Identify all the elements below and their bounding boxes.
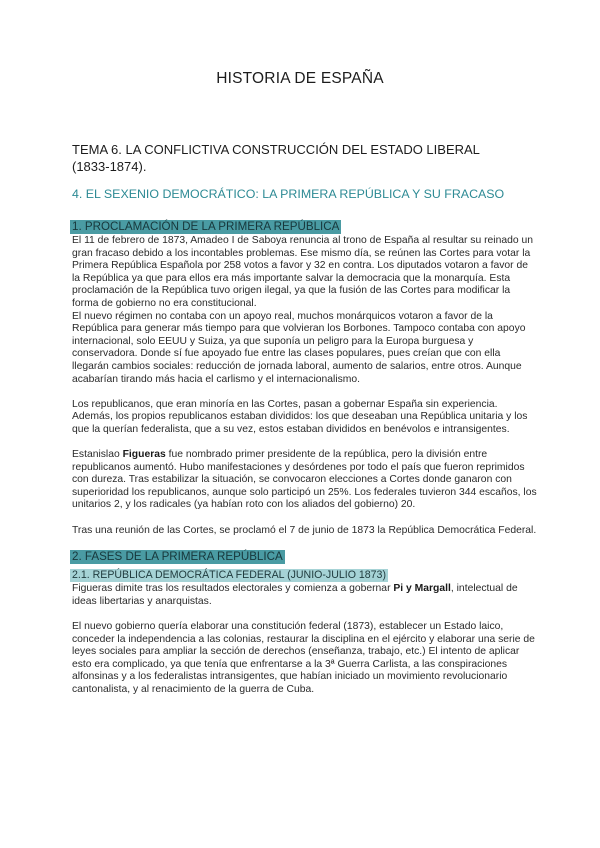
text-run: Figueras dimite tras los resultados electorales y comienza a gobernar	[72, 583, 394, 595]
paragraph: Tras una reunión de las Cortes, se proclamó el 7 de junio de 1873 la República Democrática Federal.	[72, 524, 537, 536]
section-heading: 4. EL SEXENIO DEMOCRÁTICO: LA PRIMERA REPÚBLICA Y SU FRACASO	[72, 187, 505, 201]
heading-proclamacion: 1. PROCLAMACIÓN DE LA PRIMERA REPÚBLICA	[72, 220, 340, 233]
subheading-republica-federal: 2.1. REPÚBLICA DEMOCRÁTICA FEDERAL (JUNIO-JULIO 1873)	[72, 569, 386, 582]
bold-name-pi-y-margall: Pi y Margall	[393, 583, 451, 595]
paragraph	[72, 583, 538, 608]
text-run: Estanislao	[72, 449, 123, 461]
paragraph: El nuevo régimen no contaba con un apoyo real, muchos monárquicos votaron a favor de la República para generar más tiempo para que volvieran los Borbones. Tampoco contaba con apoyo internacional, solo EEUU y Suiza, ya que suponía un peligro para la Europa burguesa y conservadora. Donde sí fue apoyado fue entre las clases populares, pues creían que con ella llegarán cambios sociales: reducción de jornada laboral, aumento de salarios, entre otros. Aunque acabarían tirando más hacia el carlismo y el internacionalismo.	[72, 310, 526, 385]
paragraph	[72, 449, 538, 512]
bold-name-figueras: Figueras	[122, 449, 166, 461]
text-run: , intelectual de ideas libertarias y anarquistas.	[72, 583, 518, 607]
document-title: HISTORIA DE ESPAÑA	[216, 70, 384, 87]
topic-title: TEMA 6. LA CONFLICTIVA CONSTRUCCIÓN DEL ESTADO LIBERAL (1833-1874).	[72, 142, 480, 174]
heading-fases: 2. FASES DE LA PRIMERA REPÚBLICA	[72, 550, 283, 564]
text-run: fue nombrado primer presidente de la república, pero la división entre republicanos aumentó. Hubo manifestaciones y desórdenes por todo el país que fueron reprimidos con dureza. Tras estabilizar la situación, se convocaron elecciones a Cortes donde ganaron con superioridad los republicanos, aunque solo participó un 25%. Los federales tuvieron 344 escaños, los unitarios 2, y los radicales (ya habían roto con los aliados del gobierno) 20.	[72, 449, 537, 511]
paragraph: El nuevo gobierno quería elaborar una constitución federal (1873), establecer un Estado laico, conceder la independencia a las colonias, restaurar la disciplina en el ejército y elaborar una serie de leyes sociales para ampliar la sección de derechos (enseñanza, trabajo, etc.) El intento de aplicar esto era complicado, ya que tenía que enfrentarse a la 3ª Guerra Carlista, a las conspiraciones alfonsinas y a los federalistas intransigentes, que habían iniciado un movimiento revolucionario cantonalista, y al renacimiento de la guerra de Cuba.	[72, 621, 535, 695]
paragraph: El 11 de febrero de 1873, Amadeo I de Saboya renuncia al trono de España al resultar su reinado un gran fracaso debido a los incontables problemas. Ese mismo día, se reúnen las Cortes para votar la Primera República Española por 258 votos a favor y 32 en contra. Los diputados votaron a favor de la República ya que para ellos era más importante salvar la democracia que la monarquía. Esta proclamación de la República tuvo origen ilegal, ya que la fusión de las Cortes para modificar la forma de gobierno no era constitucional.	[72, 235, 533, 309]
paragraph: Los republicanos, que eran minoría en las Cortes, pasan a gobernar España sin experiencia. Además, los propios republicanos estaban divididos: los que deseaban una República unitaria y los que la querían federalista, que a su vez, estos estaban divididos en benévolos e intransigentes.	[72, 398, 528, 435]
document-body	[72, 217, 538, 697]
